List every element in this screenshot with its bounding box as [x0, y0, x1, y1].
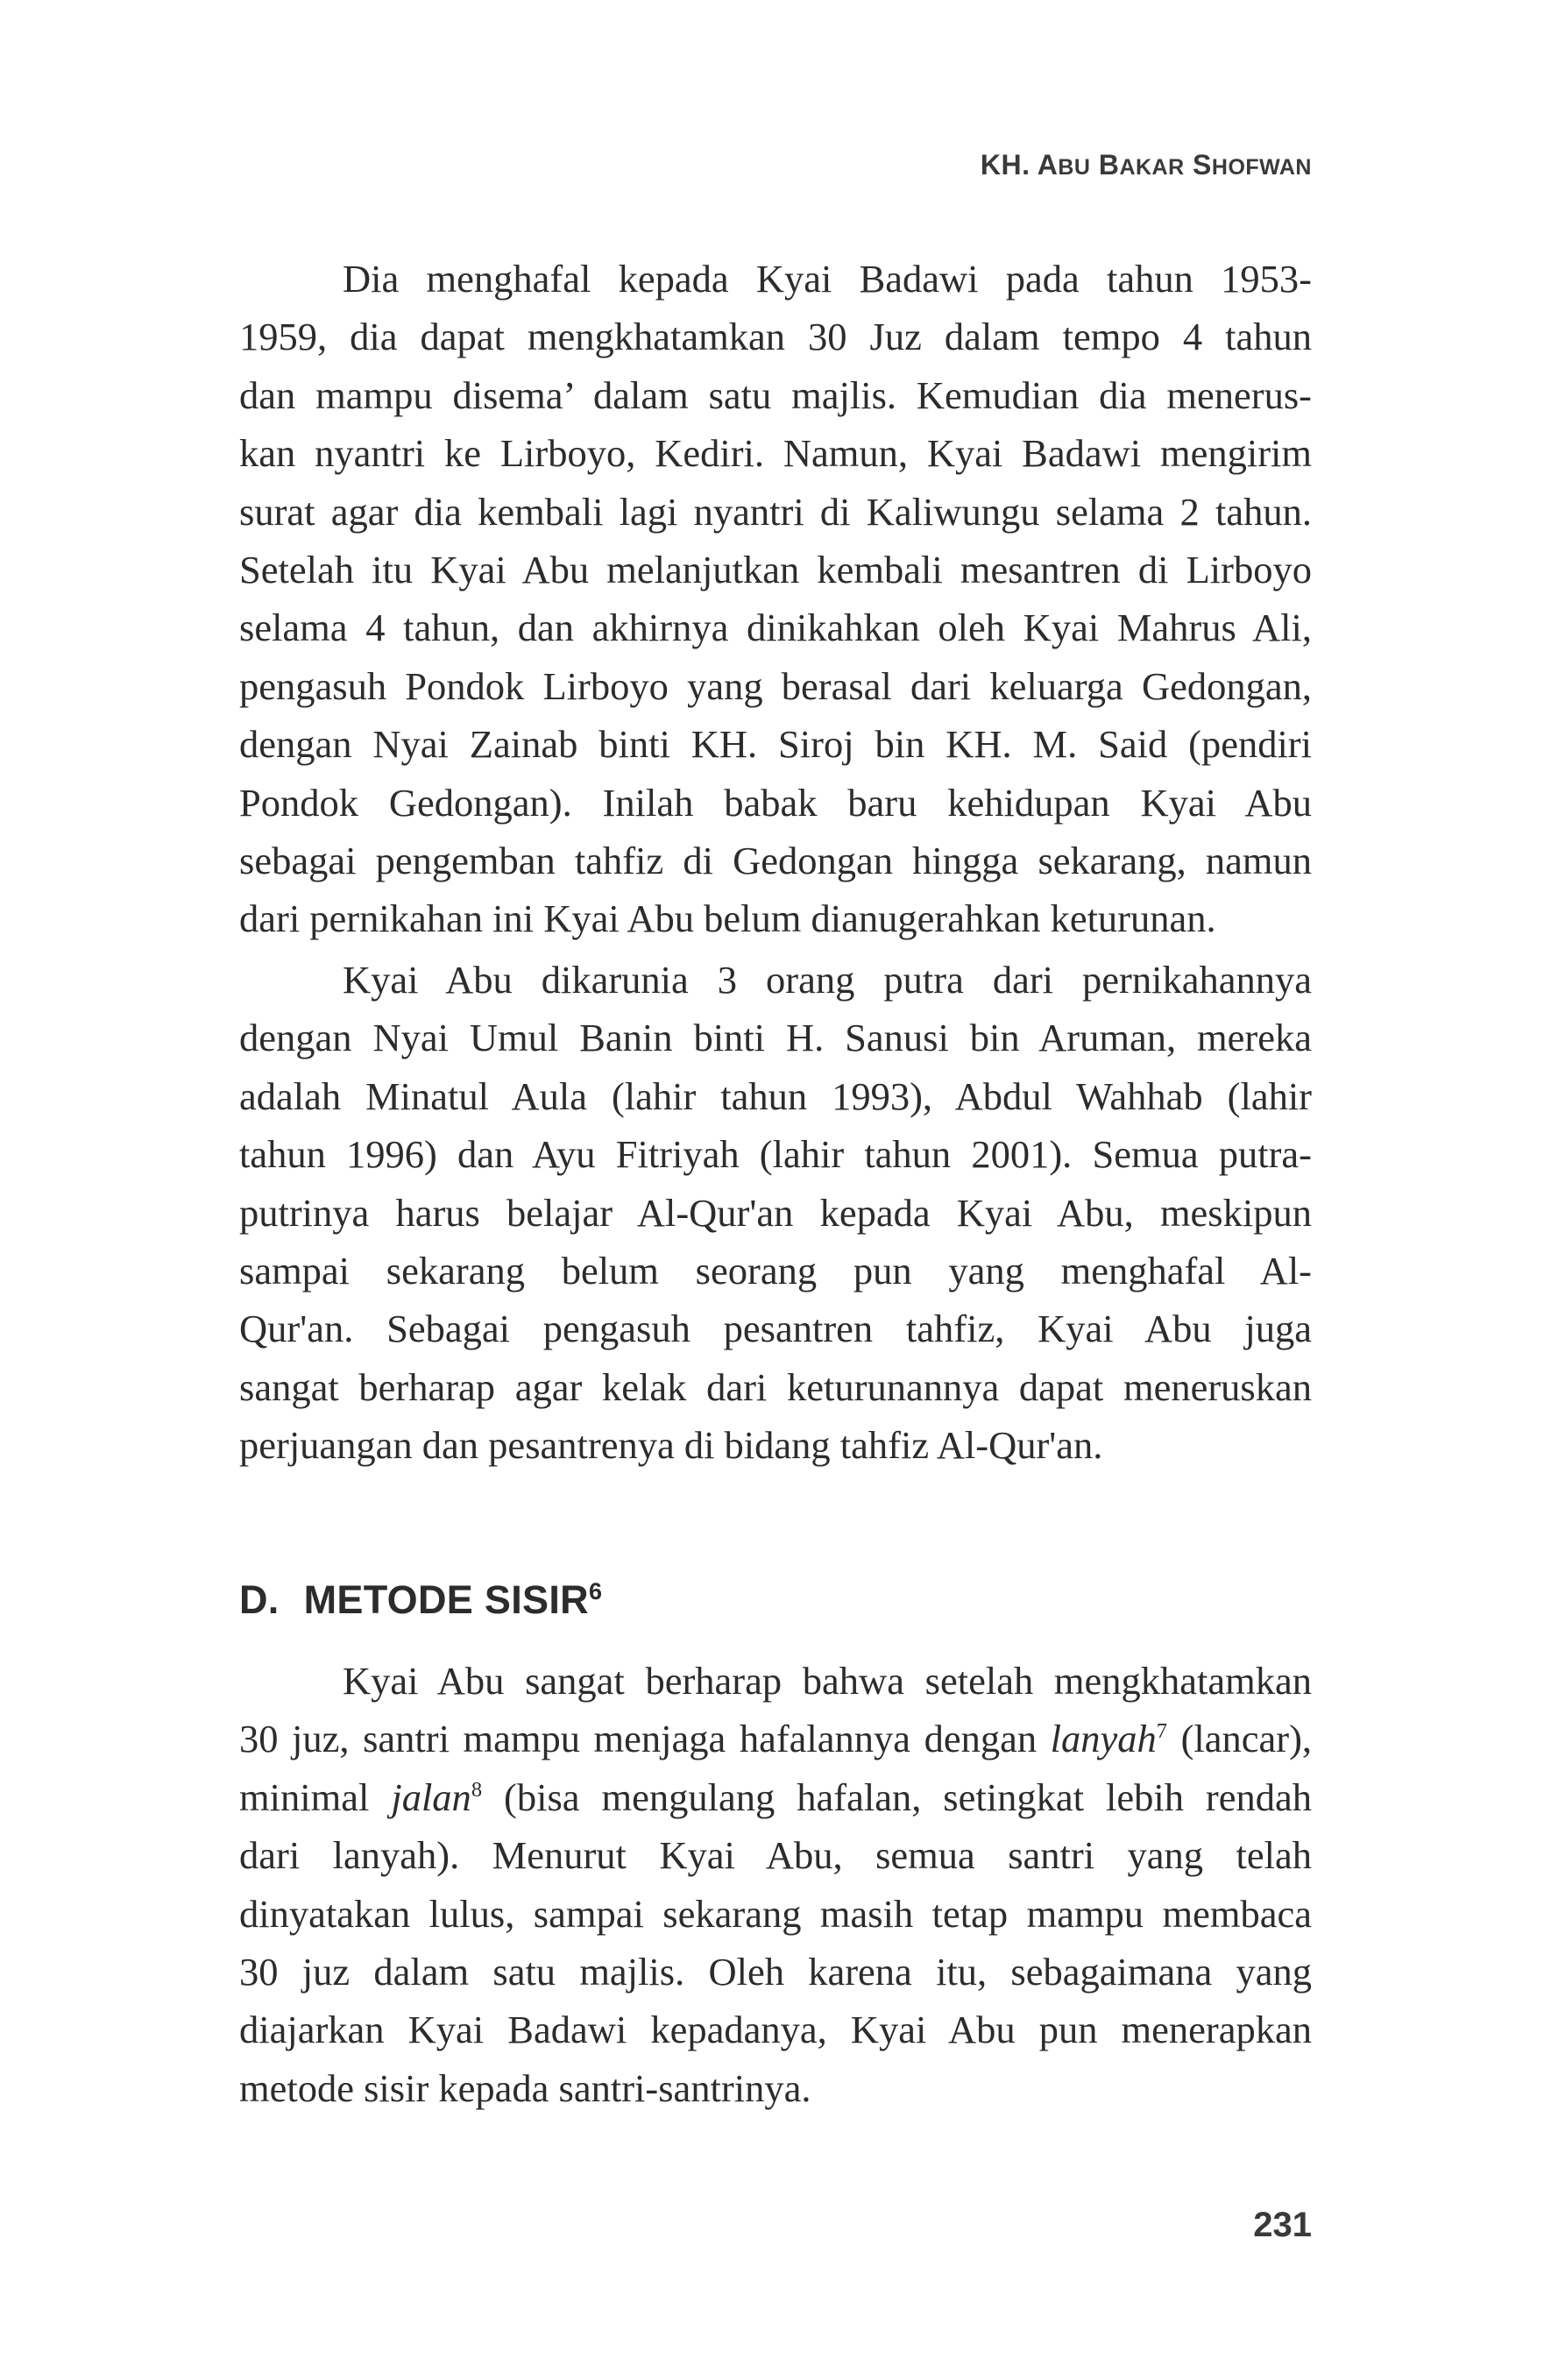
italic-term: jalan: [391, 1774, 471, 1819]
paragraph-3: [239, 1652, 1312, 2117]
text-line: [239, 1710, 1312, 1767]
text-line: tahun 1996) dan Ayu Fitriyah (lahir tahun 2001). Semua putra-: [239, 1132, 1312, 1177]
text-line: Setelah itu Kyai Abu melanjutkan kembali mesantren di Lirboyo: [239, 547, 1312, 591]
text-line: metode sisir kepada santri-santrinya.: [239, 2065, 811, 2110]
text-line: Kyai Abu dikarunia 3 orang putra dari pernikahannya: [343, 958, 1312, 1002]
text-fragment: 30 juz, santri mampu menjaga hafalannya dengan: [239, 1717, 1038, 1761]
section-title: METODE SISIR: [303, 1577, 589, 1622]
header-title-part: S: [1193, 149, 1212, 181]
footnote-marker: 6: [588, 1578, 603, 1604]
text-line: dari pernikahan ini Kyai Abu belum dianugerahkan keturunan.: [239, 896, 1216, 941]
section-heading: [239, 1577, 602, 1623]
text-line: [239, 1768, 1312, 1826]
text-line: sebagai pengemban tahfiz di Gedongan hingga sekarang, namun: [239, 838, 1312, 882]
text-line: dari lanyah). Menurut Kyai Abu, semua santri yang telah: [239, 1833, 1312, 1878]
text-line: adalah Minatul Aula (lahir tahun 1993), Abdul Wahhab (lahir: [239, 1073, 1312, 1118]
text-line: dengan Nyai Zainab binti KH. Siroj bin KH. M. Said (pendiri: [239, 722, 1312, 767]
header-title-part: HOFWAN: [1211, 155, 1312, 180]
text-line: perjuangan dan pesantrenya di bidang tahfiz Al-Qur'an.: [239, 1423, 1103, 1468]
footnote-marker: 7: [1156, 1719, 1167, 1744]
header-title-part: A: [1037, 149, 1059, 181]
header-title-part: BU: [1058, 155, 1091, 180]
running-header: [981, 149, 1312, 181]
text-fragment: (lancar),: [1180, 1717, 1312, 1761]
page-number: 231: [1253, 2206, 1312, 2244]
text-line: Kyai Abu sangat berharap bahwa setelah mengkhatamkan: [343, 1659, 1312, 1703]
footnote-marker: 8: [471, 1777, 483, 1802]
text-line: surat agar dia kembali lagi nyantri di Kaliwungu selama 2 tahun.: [239, 489, 1312, 534]
section-label: D.: [239, 1577, 280, 1622]
paragraph-2: [239, 951, 1312, 1475]
text-fragment: minimal: [239, 1774, 370, 1819]
text-line: Dia menghafal kepada Kyai Badawi pada tahun 1953-: [343, 257, 1312, 301]
text-line: diajarkan Kyai Badawi kepadanya, Kyai Abu pun menerapkan: [239, 2008, 1312, 2052]
text-line: 1959, dia dapat mengkhatamkan 30 Juz dalam tempo 4 tahun: [239, 315, 1312, 359]
text-line: dengan Nyai Umul Banin binti H. Sanusi bin Aruman, mereka: [239, 1016, 1312, 1060]
text-line: sangat berharap agar kelak dari keturunannya dapat meneruskan: [239, 1364, 1312, 1409]
text-line: pengasuh Pondok Lirboyo yang berasal dari keluarga Gedongan,: [239, 663, 1312, 708]
header-title-part: KH.: [980, 149, 1030, 181]
text-line: dan mampu disema’ dalam satu majlis. Kemudian dia menerus-: [239, 372, 1312, 417]
text-line: Pondok Gedongan). Inilah babak baru kehidupan Kyai Abu: [239, 780, 1312, 825]
text-line: sampai sekarang belum seorang pun yang menghafal Al-: [239, 1248, 1312, 1293]
text-line: dinyatakan lulus, sampai sekarang masih tetap mampu membaca: [239, 1891, 1312, 1936]
text-line: Qur'an. Sebagai pengasuh pesantren tahfiz, Kyai Abu juga: [239, 1307, 1312, 1351]
header-title-part: AKAR: [1119, 155, 1185, 180]
italic-term: lanyah: [1050, 1717, 1157, 1761]
header-title-part: B: [1098, 149, 1120, 181]
text-line: selama 4 tahun, dan akhirnya dinikahkan oleh Kyai Mahrus Ali,: [239, 606, 1312, 650]
paragraph-1: [239, 250, 1312, 948]
text-line: 30 juz dalam satu majlis. Oleh karena itu, sebagaimana yang: [239, 1949, 1312, 1994]
text-line: putrinya harus belajar Al-Qur'an kepada Kyai Abu, meskipun: [239, 1190, 1312, 1235]
text-fragment: (bisa mengulang hafalan, setingkat lebih rendah: [504, 1774, 1312, 1819]
text-line: kan nyantri ke Lirboyo, Kediri. Namun, Kyai Badawi mengirim: [239, 431, 1312, 476]
